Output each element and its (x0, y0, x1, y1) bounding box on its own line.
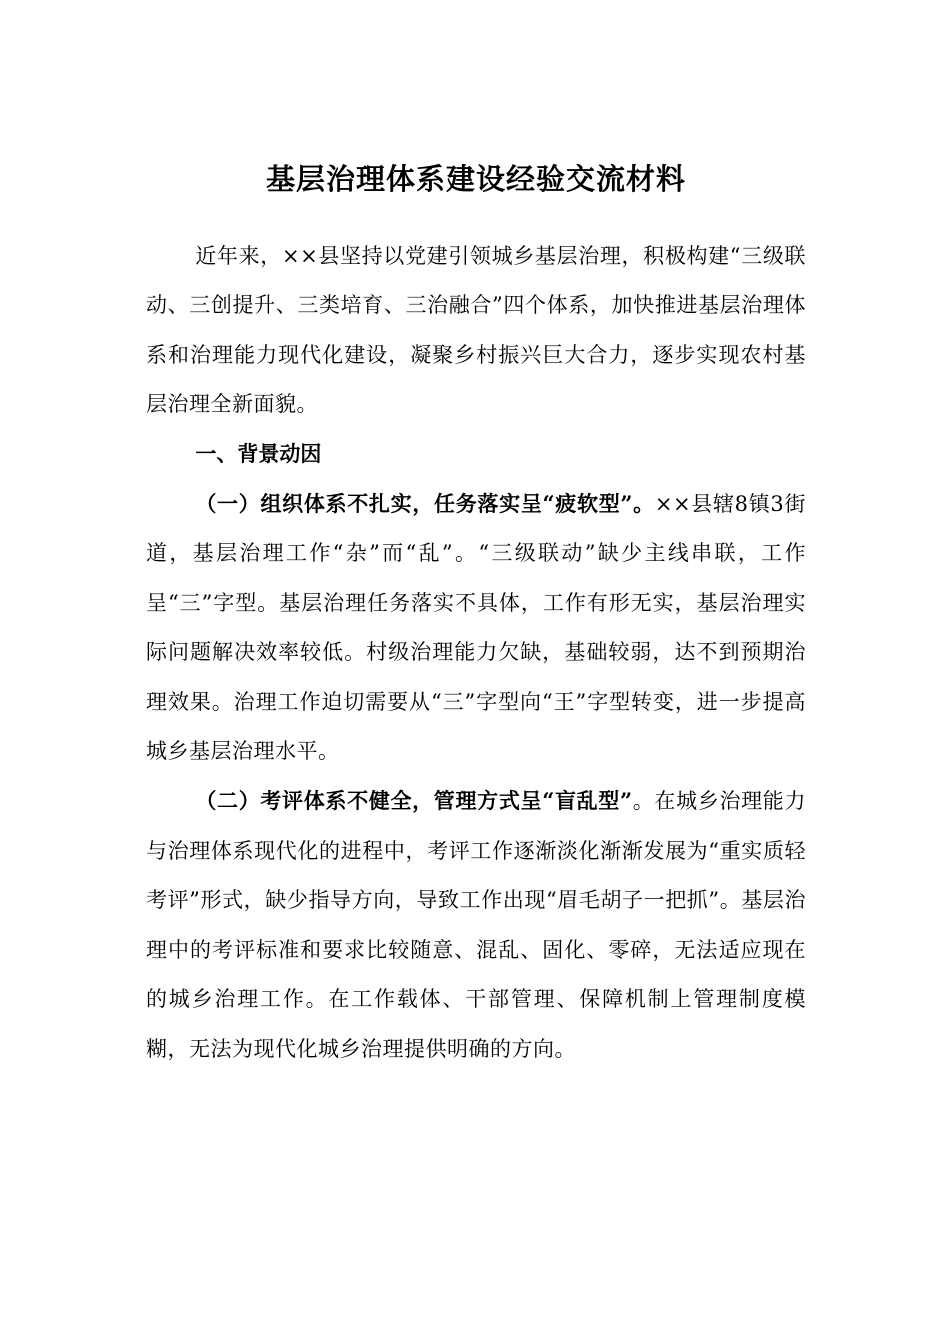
subsection-evaluation-paragraph (146, 776, 806, 1073)
subsection-evaluation-title: （二）考评体系不健全，管理方式呈“盲乱型” (195, 788, 633, 814)
document-body (146, 232, 806, 1074)
intro-paragraph: 近年来，××县坚持以党建引领城乡基层治理，积极构建“三级联动、三创提升、三类培育、三治融合”四个体系，加快推进基层治理体系和治理能力现代化建设，凝聚乡村振兴巨大合力，逐步实现农村基层治理全新面貌。 (146, 244, 806, 417)
document-title: 基层治理体系建设经验交流材料 (265, 162, 686, 196)
subsection-organization-paragraph (146, 479, 806, 776)
subsection-evaluation-text: 。在城乡治理能力与治理体系现代化的进程中，考评工作逐渐淡化渐渐发展为“重实质轻考评”形式，缺少指导方向，导致工作出现“眉毛胡子一把抓”。基层治理中的考评标准和要求比较随意、混乱、固化、零碎，无法适应现在的城乡治理工作。在工作载体、干部管理、保障机制上管理制度模糊，无法为现代化城乡治理提供明确的方向。 (146, 789, 806, 1061)
subsection-organization-title: （一）组织体系不扎实，任务落实呈“疲软型”。 (195, 491, 655, 517)
subsection-organization-text: ××县辖8镇3街道，基层治理工作“杂”而“乱”。“三级联动”缺少主线串联，工作呈“三”字型。基层治理任务落实不具体，工作有形无实，基层治理实际问题解决效率较低。村级治理能力欠缺，基础较弱，达不到预期治理效果。治理工作迫切需要从“三”字型向“王”字型转变，进一步提高城乡基层治理水平。 (146, 492, 806, 764)
section-heading-background: 一、背景动因 (195, 441, 322, 466)
